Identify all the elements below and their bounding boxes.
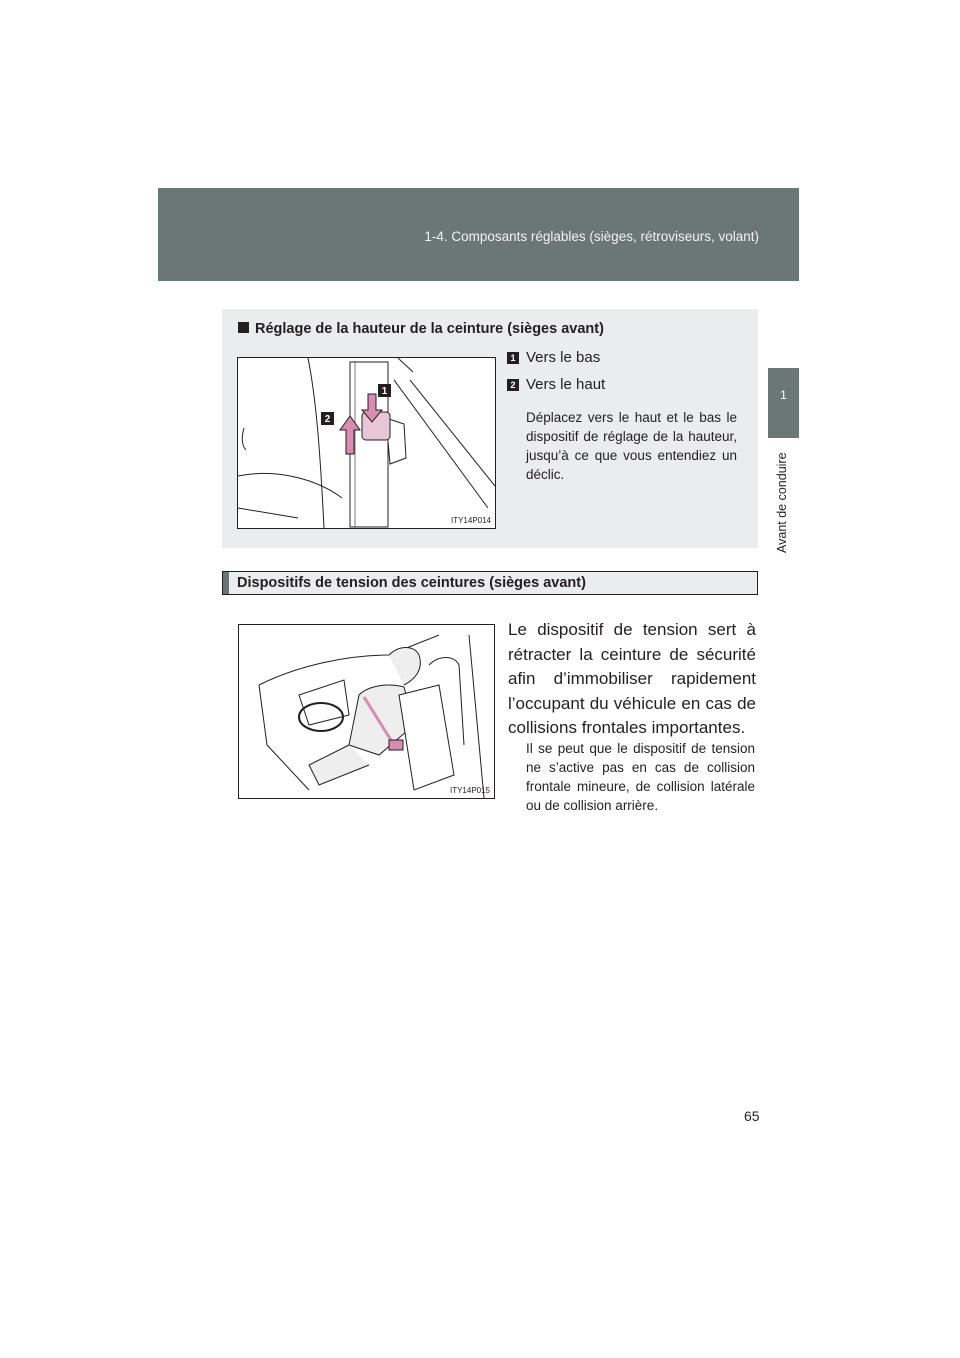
belt-height-box [222,309,758,548]
vehicle-interior-drawing [239,625,494,798]
chapter-tab-number: 1 [780,388,787,402]
step-item [507,349,600,366]
chapter-title: 1-4. Composants réglables (sièges, rétroviseurs, volant) [424,229,759,244]
section-accent [223,572,229,594]
step-label: Vers le bas [526,349,601,366]
step-number-badge: 2 [507,379,519,391]
figure-callout-1: 1 [381,386,388,397]
pretensioner-description: Le dispositif de tension sert à rétracter la ceinture de sécurité afin d’immobiliser rapidement l’occupant du véhicule en cas de collisions frontales importantes. [508,620,756,737]
step-number-badge: 1 [507,352,519,364]
figure-code: ITY14P015 [449,786,490,795]
pretensioner-illustration [238,624,495,799]
step-item [507,376,605,393]
figure-code: ITY14P014 [450,516,491,525]
box-heading [238,321,604,337]
chapter-tab-label: Avant de conduire [775,452,789,553]
belt-adjuster-drawing [238,358,495,528]
page-number: 65 [744,1108,760,1124]
belt-height-illustration [237,357,496,529]
section-title: Dispositifs de tension des ceintures (sièges avant) [237,575,586,591]
box-heading-text: Réglage de la hauteur de la ceinture (sièges avant) [255,321,604,337]
box-note: Déplacez vers le haut et le bas le dispositif de réglage de la hauteur, jusqu’à ce que vous entendiez un déclic. [526,410,737,482]
pretensioner-note: Il se peut que le dispositif de tension ne s’active pas en cas de collision frontale mineure, de collision latérale ou de collision arrière. [526,741,755,813]
chapter-header-band [158,188,799,281]
chapter-tab [768,368,799,438]
section-heading-bar [222,571,758,595]
step-label: Vers le haut [526,376,606,393]
figure-callout-2: 2 [324,414,331,425]
square-bullet-icon [238,322,249,333]
